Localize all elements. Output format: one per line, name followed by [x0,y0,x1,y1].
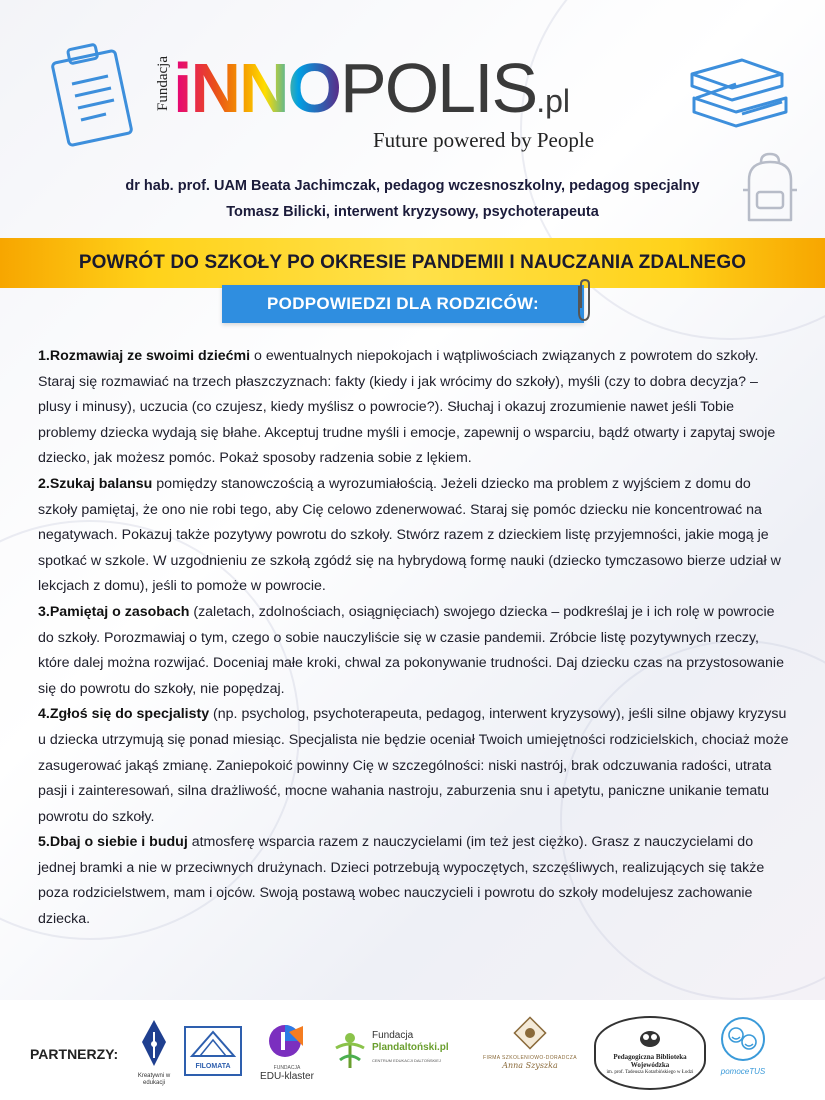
smiling-faces-icon [720,1016,766,1062]
partner-firma-sign: Anna Szyszka [502,1061,558,1070]
logo-pl: .pl [536,83,571,119]
logo-polis: POLIS [340,49,537,127]
tip-item [38,702,790,830]
tip-item [38,472,790,600]
page-title: POWRÓT DO SZKOŁY PO OKRESIE PANDEMII I NAUCZANIA ZDALNEGO [78,252,747,273]
books-icon [682,52,792,137]
partner-biblioteka-sub: im. prof. Tadeusza Kotarbińskiego w Łodzi [606,1070,694,1075]
logo-tagline: Future powered by People [373,128,595,152]
pen-nib-icon [136,1018,172,1068]
tip-heading: 2.Szukaj balansu [38,475,153,492]
tip-heading: 4.Zgłoś się do specjalisty [38,706,210,723]
partners-label: PARTNERZY: [30,1046,119,1062]
partner-edu-klaster-text: EDU-klaster [260,1071,314,1082]
clipboard-icon [42,34,142,159]
mountain-icon [188,1028,238,1058]
partner-biblioteka-logo [594,1016,706,1090]
owl-icon [637,1026,663,1048]
tip-item [38,600,790,702]
edu-klaster-mark-icon [267,1022,307,1060]
partner-biblioteka-name: Pedagogiczna Biblioteka Wojewódzka [613,1053,687,1069]
tip-text: (np. psycholog, psychoterapeuta, pedagog, interwent kryzysowy), jeśli silne objawy kryzysu u dziecka utrzymują się ponad miesiąc. Specjalista nie będzie oceniał Twoich umiejętności rodzicielskich, chociaż może zasugerować jakąś zmianę. Zaniepokoić powinny Cię w szczególności: niski nastrój, brak odczuwania radości, utrata pasji i zainteresowań, silna drażliwość, mocne wahania nastroju, zaburzenia snu i apetytu, paniczne unikanie tematu powrotu do szkoły. [38,706,789,825]
tip-heading: 1.Rozmawiaj ze swoimi dziećmi [38,348,251,364]
partner-filomata-logo [184,1026,242,1076]
partners-footer [0,1000,825,1100]
tip-heading: 5.Dbaj o siebie i buduj [38,834,188,851]
partner-filomata-text: FILOMATA [195,1063,231,1070]
partner-kreatywni-text: Kreatywni w edukacji [137,1073,171,1086]
logo-inno: iNNO [173,49,340,127]
diamond-emblem-icon [513,1016,547,1050]
tip-item [38,344,790,472]
partner-pomocetus-logo [718,1016,768,1086]
tree-people-icon [332,1030,368,1070]
tip-text: o ewentualnych niepokojach i wątpliwościach związanych z powrotem do szkoły. Staraj się rozmawiać na trzech płaszczyznach: fakty (kiedy i jak wrócimy do szkoły), myśli (czy to dobra decyzja? – plusy i minusy), uczucia (co czujesz, kiedy myślisz o powrocie?). Słuchaj i okazuj zrozumienie nawet jeśli Tobie problemy dziecka wydają się błahe. Akceptuj trudne myśli i emocje, zapewnij o wsparciu, bądź otwarty i zapytaj swoje dziecko, jak możesz pomóc. Pokaż sposoby radzenia sobie z lękiem. [38,348,776,467]
partner-edu-small-text: FUNDACJA [273,1065,301,1071]
subtitle-banner: PODPOWIEDZI DLA RODZICÓW: [222,285,584,323]
tip-item [38,830,790,932]
partner-plan-fundacja: Fundacja [372,1030,414,1041]
partner-edu-klaster-logo [252,1022,322,1086]
partner-plandaltonski-logo [332,1030,462,1080]
tip-text: (zaletach, zdolnościach, osiągnięciach) swojego dziecka – podkreślaj je i ich rolę w powrocie do szkoły. Porozmawiaj o tym, czego o sobie nauczyliście się w czasie pandemii. Zróbcie listę pozytywnych rzeczy, które dalej można rozwijać. Doceniaj małe kroki, chwal za pokonywanie trudności. Daj dziecku czas na przystosowanie się do powrotu do szkoły, nie popędzaj. [38,603,784,697]
tip-text: pomiędzy stanowczością a wyrozumiałością. Jeżeli dziecko ma problem z wyjściem z domu do szkoły pamiętaj, że ono nie robi tego, aby Cię celowo zdenerwować. Staraj się pomóc dziecku nie koncentrować na negatywach. Pokazuj także pozytywy powrotu do szkoły. Stwórz razem z dzieckiem listę przyjemności, jakie mogą je spotkać w szkole. W uzgodnieniu ze szkołą zgódź się na hybrydową formę nauki (dziecko tymczasowo bierze udział w lekcjach z domu), jeśli to pomoże w powrocie. [38,475,781,595]
partner-plan-sub: CENTRUM EDUKACJI DALTOŃSKIEJ [372,1058,441,1063]
partner-kreatywni-logo [134,1018,174,1088]
author-line-2: Tomasz Bilicki, interwent kryzysowy, psychoterapeuta [226,204,599,220]
tips-list [38,344,790,933]
partner-pomocetus-text: pomoceTUS [720,1067,766,1076]
partner-firma-logo [478,1016,582,1080]
logo-fundacja: Fundacja [155,56,171,111]
tip-text: atmosferę wsparcia razem z nauczycielami (im też jest ciężko). Grasz z nauczycielami do jednej bramki a nie w przeciwnych drużynach. Dzieci potrzebują wypoczętych, szczęśliwych, realizujących się także poza rodzicielstwem, mam i ojców. Swoją postawą wobec nauczycieli i powrotu do szkoły modelujesz zachowanie dziecka. [38,834,765,928]
innopolis-logo [155,48,675,158]
paperclip-icon [574,278,592,329]
author-line-1: dr hab. prof. UAM Beata Jachimczak, pedagog wczesnoszkolny, pedagog specjalny [125,178,700,194]
tip-heading: 3.Pamiętaj o zasobach [38,603,190,620]
partner-plan-name: Plandaltoński.pl [372,1042,449,1053]
partner-firma-text: FIRMA SZKOLENIOWO-DORADCZA [482,1055,577,1061]
